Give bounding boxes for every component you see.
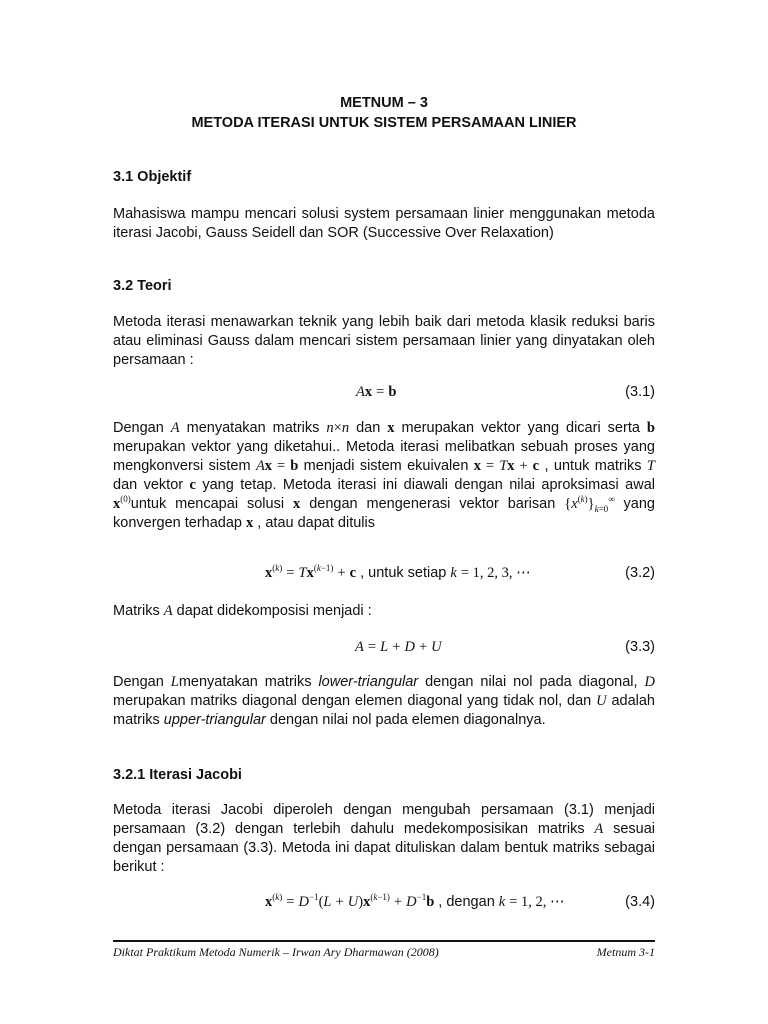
word-matriks: Matriks [113,603,160,619]
definition-paragraph: Dengan A menyatakan matriks n×n dan x merupakan vektor yang dicari serta b merupakan vektor yang diketahui.. Metoda iterasi melibatkan sebuah proses yang mengkonversi sistem Ax = b menjadi sistem ekuivalen x = Tx + c , untuk matriks T dan vektor c yang tetap. Metoda iterasi ini diawali dengan nilai aproksimasi awal $x^{(0)}untuk$ mencapai solusi x dengan mengenerasi vektor barisan $\{x^{(k)}\}_{k=0}^\infty$ yang konvergen terhadap x , atau dapat ditulis [113,420,655,531]
footer-left: Diktat Praktikum Metoda Numerik – Irwan Ary Dharmawan (2008) [113,945,439,959]
decomposition-text: dapat didekomposisi menjadi : [176,603,372,619]
jacobi-paragraph: Metoda iterasi Jacobi diperoleh dengan mengubah persamaan (3.1) menjadi persamaan (3.2) dengan terlebih dahulu medekomposisikan matriks A sesuai dengan persamaan (3.3). Metoda ini dapat dituliskan dalam bentuk matriks sebagai berikut : [113,802,655,875]
doc-title-1: METNUM – 3 [340,95,428,111]
ldu-paragraph: Dengan Lmenyatakan matriks lower-triangular dengan nilai nol pada diagonal, D merupakan matriks diagonal dengan elemen diagonal yang tidak nol, dan U adalah matriks upper-triangular dengan nilai nol pada elemen diagonalnya. [113,674,655,728]
equation-3-3: A = L + D + U (3.3) [355,639,655,655]
equation-3-4: $x^{(k)} = D^{-1}(L + U)x^{(k-1)} + D^{-1}b$ , dengan k = 1, 2, ⋯ (3.4) [265,892,655,910]
section-3-2-heading: 3.2 Teori [113,278,172,294]
decomposition-intro: Matriks A dapat didekomposisi menjadi : [113,603,372,619]
equation-3-1: Ax = b (3.1) [356,384,655,400]
equation-number: (3.4) [625,894,655,910]
equation-number: (3.2) [625,565,655,581]
footer-divider [113,940,655,942]
section-3-1-heading: 3.1 Objektif [113,169,192,185]
section-3-2-1-heading: 3.2.1 Iterasi Jacobi [113,767,242,783]
footer-page-number: Metnum 3-1 [596,945,655,959]
section-3-2-text: Metoda iterasi menawarkan teknik yang lebih baik dari metoda klasik reduksi baris atau eliminasi Gauss dalam mencari sistem persamaan linier yang dinyatakan oleh persamaan : [113,314,655,368]
section-3-1-text: Mahasiswa mampu mencari solusi system persamaan linier menggunakan metoda iterasi Jacobi, Gauss Seidell dan SOR (Successive Over Relaxation) [113,206,655,241]
equation-number: (3.3) [625,639,655,655]
doc-title-2: METODA ITERASI UNTUK SISTEM PERSAMAAN LINIER [191,115,577,131]
equation-number: (3.1) [625,384,655,400]
equation-3-2: $x^{(k)} = Tx^{(k-1)} + c$ , untuk setiap k = 1, 2, 3, ⋯ (3.2) [265,563,655,581]
